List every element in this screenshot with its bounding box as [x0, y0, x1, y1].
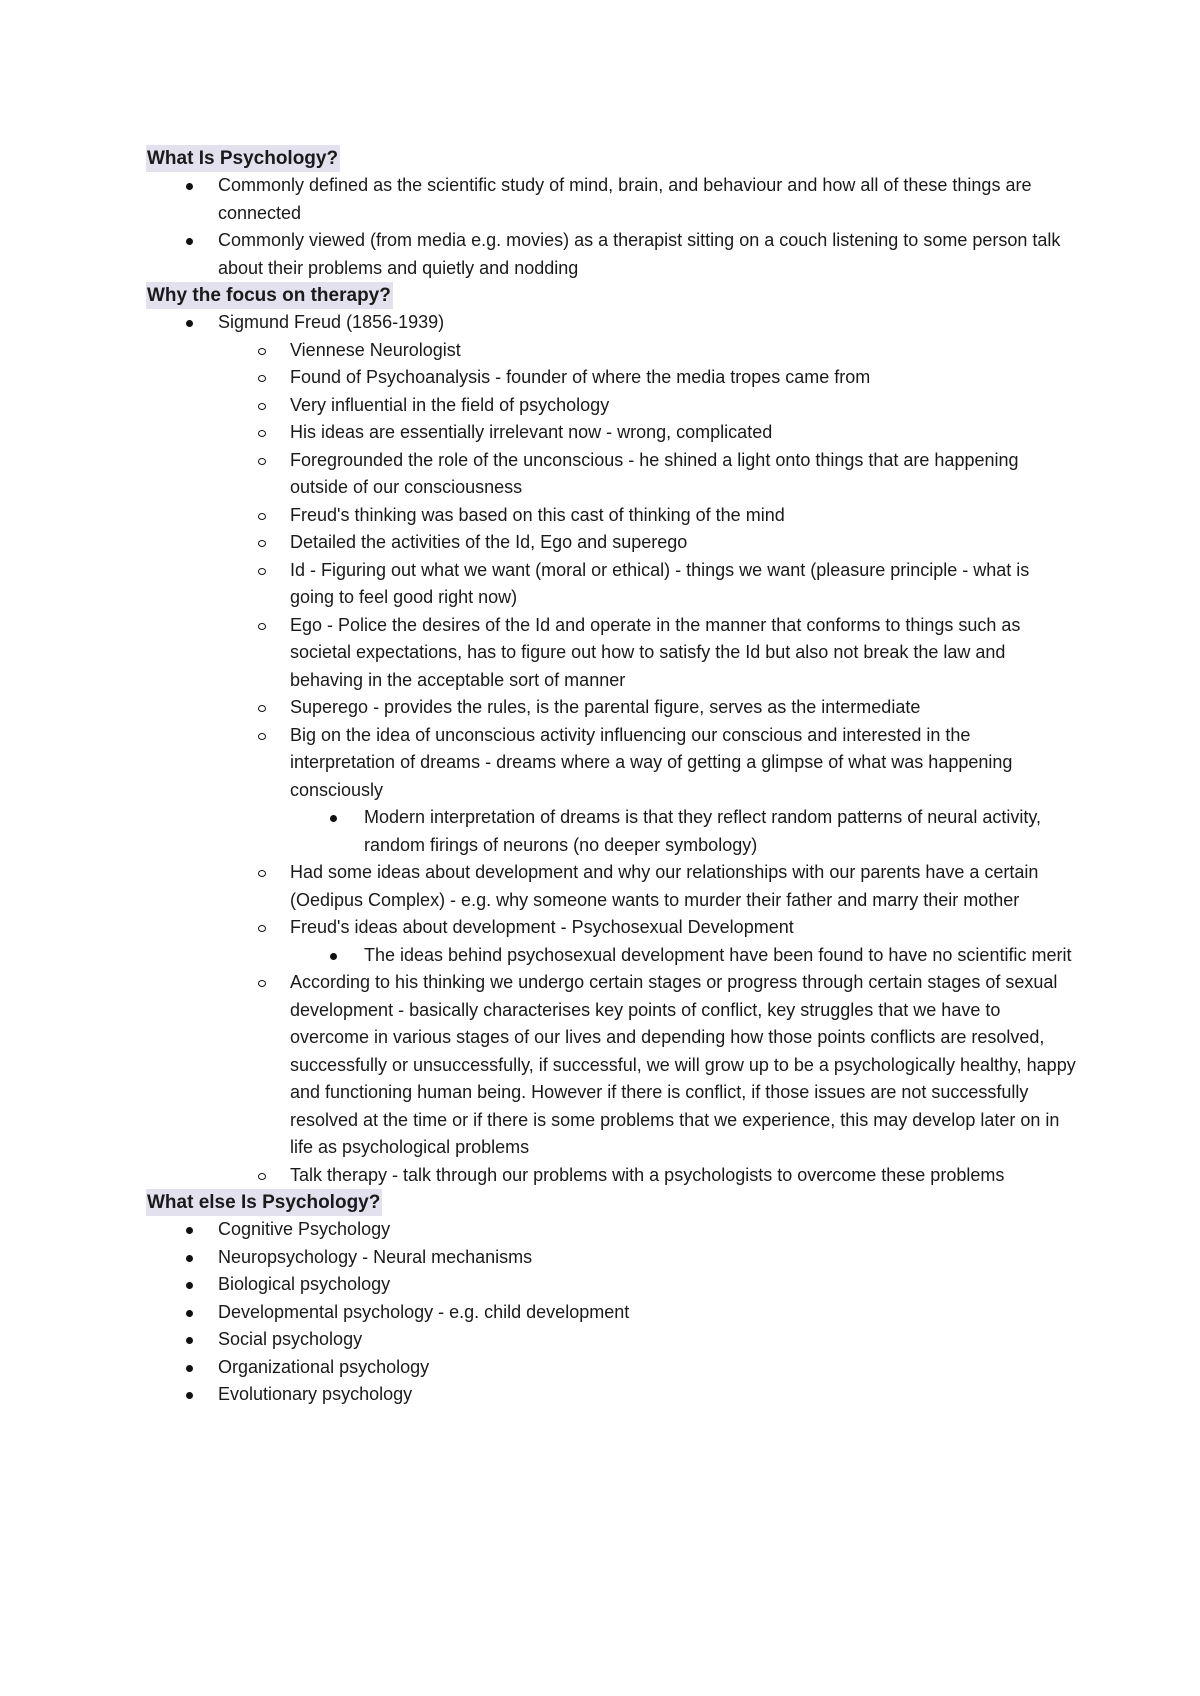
list-item-text: Ego - Police the desires of the Id and operate in the manner that conforms to things such as societal expectations, has to figure out how to satisfy the Id but also not break the law and behaving in the acceptable sort of manner	[290, 614, 1021, 690]
list-item	[146, 529, 1076, 557]
list-item	[146, 804, 1076, 859]
list-item	[146, 1326, 1076, 1354]
list-item	[146, 722, 1076, 805]
section-heading: What Is Psychology?	[146, 145, 340, 172]
list-item	[146, 227, 1076, 282]
section-heading-wrapper	[146, 282, 1076, 309]
list-item-text: Commonly defined as the scientific study of mind, brain, and behaviour and how all of these things are connected	[218, 175, 1032, 223]
hollow-bullet-icon	[258, 870, 266, 877]
list-item-text: Superego - provides the rules, is the parental figure, serves as the intermediate	[290, 697, 921, 717]
list-item	[146, 337, 1076, 365]
bullet-icon	[186, 320, 193, 327]
list-item-text: Talk therapy - talk through our problems with a psychologists to overcome these problems	[290, 1164, 1005, 1185]
list-item-text: The ideas behind psychosexual development have been found to have no scientific merit	[364, 944, 1072, 965]
hollow-bullet-icon	[258, 623, 266, 630]
list-item	[146, 1381, 1076, 1409]
bullet-icon	[186, 1392, 193, 1399]
bullet-icon	[186, 183, 193, 190]
list-item-text: Freud's thinking was based on this cast of thinking of the mind	[290, 504, 785, 525]
bullet-icon	[186, 1255, 193, 1262]
section-heading: Why the focus on therapy?	[146, 282, 393, 309]
list-item	[146, 1354, 1076, 1382]
bullet-icon	[186, 1337, 193, 1344]
hollow-bullet-icon	[258, 430, 266, 437]
hollow-bullet-icon	[258, 540, 266, 547]
list-item-text: Developmental psychology - e.g. child development	[218, 1301, 630, 1322]
bullet-icon	[186, 1310, 193, 1317]
section-heading: What else Is Psychology?	[146, 1189, 382, 1216]
hollow-bullet-icon	[258, 925, 266, 932]
list-item	[146, 942, 1076, 970]
bullet-list	[146, 309, 1076, 1189]
list-item	[146, 1162, 1076, 1190]
list-item-text: Foregrounded the role of the unconscious - he shined a light onto things that are happening outside of our consciousness	[290, 449, 1019, 497]
bullet-icon	[330, 953, 337, 960]
list-item-text: Very influential in the field of psychology	[290, 394, 610, 415]
bullet-list	[146, 1216, 1076, 1409]
list-item	[146, 612, 1076, 695]
list-item-text: Had some ideas about development and why our relationships with our parents have a certain (Oedipus Complex) - e.g. why someone wants to murder their father and marry their mother	[290, 862, 1039, 910]
list-item-text: Evolutionary psychology	[218, 1384, 413, 1404]
list-item-text: Biological psychology	[218, 1274, 391, 1294]
list-item	[146, 1271, 1076, 1299]
list-item	[146, 859, 1076, 914]
list-item	[146, 502, 1076, 530]
list-item-text: Id - Figuring out what we want (moral or ethical) - things we want (pleasure principle - what is going to feel good right now)	[290, 559, 1030, 607]
list-item-text: Found of Psychoanalysis - founder of where the media tropes came from	[290, 367, 871, 387]
list-item	[146, 447, 1076, 502]
bullet-icon	[186, 1282, 193, 1289]
list-item	[146, 419, 1076, 447]
list-item	[146, 1244, 1076, 1272]
list-item-text: His ideas are essentially irrelevant now - wrong, complicated	[290, 422, 773, 442]
bullet-icon	[186, 238, 193, 245]
list-item	[146, 1216, 1076, 1244]
list-item	[146, 364, 1076, 392]
hollow-bullet-icon	[258, 403, 266, 410]
section-heading-wrapper	[146, 145, 1076, 172]
list-item-text: Commonly viewed (from media e.g. movies) as a therapist sitting on a couch listening to some person talk about their problems and quietly and nodding	[218, 230, 1061, 278]
hollow-bullet-icon	[258, 733, 266, 740]
hollow-bullet-icon	[258, 375, 266, 382]
section-heading-wrapper	[146, 1189, 1076, 1216]
list-item-text: Modern interpretation of dreams is that they reflect random patterns of neural activity, random firings of neurons (no deeper symbology)	[364, 807, 1041, 855]
list-item	[146, 309, 1076, 337]
list-item	[146, 694, 1076, 722]
hollow-bullet-icon	[258, 348, 266, 355]
hollow-bullet-icon	[258, 568, 266, 575]
list-item	[146, 392, 1076, 420]
bullet-icon	[186, 1227, 193, 1234]
bullet-list	[146, 172, 1076, 282]
list-item-text: Social psychology	[218, 1329, 363, 1349]
bullet-icon	[330, 815, 337, 822]
hollow-bullet-icon	[258, 513, 266, 520]
list-item	[146, 172, 1076, 227]
list-item-text: Sigmund Freud (1856-1939)	[218, 312, 445, 332]
list-item-text: Detailed the activities of the Id, Ego and superego	[290, 532, 688, 552]
hollow-bullet-icon	[258, 1173, 266, 1180]
list-item-text: Cognitive Psychology	[218, 1219, 391, 1239]
list-item-text: Big on the idea of unconscious activity influencing our conscious and interested in the interpretation of dreams - dreams where a way of getting a glimpse of what was happening consciously	[290, 724, 1013, 800]
list-item	[146, 1299, 1076, 1327]
hollow-bullet-icon	[258, 980, 266, 987]
list-item-text: Viennese Neurologist	[290, 339, 461, 360]
list-item-text: Freud's ideas about development - Psychosexual Development	[290, 917, 794, 937]
list-item	[146, 969, 1076, 1162]
hollow-bullet-icon	[258, 458, 266, 465]
list-item-text: Organizational psychology	[218, 1356, 430, 1377]
document-page	[146, 145, 1076, 1409]
hollow-bullet-icon	[258, 705, 266, 712]
list-item	[146, 557, 1076, 612]
bullet-icon	[186, 1365, 193, 1372]
list-item-text: Neuropsychology - Neural mechanisms	[218, 1246, 533, 1267]
list-item	[146, 914, 1076, 942]
list-item-text: According to his thinking we undergo certain stages or progress through certain stages of sexual development - basically characterises key points of conflict, key struggles that we have to overcome in various stages of our lives and depending how those points conflicts are resolved, successfully or unsuccessfully, if successful, we will grow up to be a psychologically healthy, happy and functioning human being. However if there is conflict, if those issues are not successfully resolved at the time or if there is some problems that we experience, this may develop later on in life as psychological problems	[290, 972, 1076, 1157]
